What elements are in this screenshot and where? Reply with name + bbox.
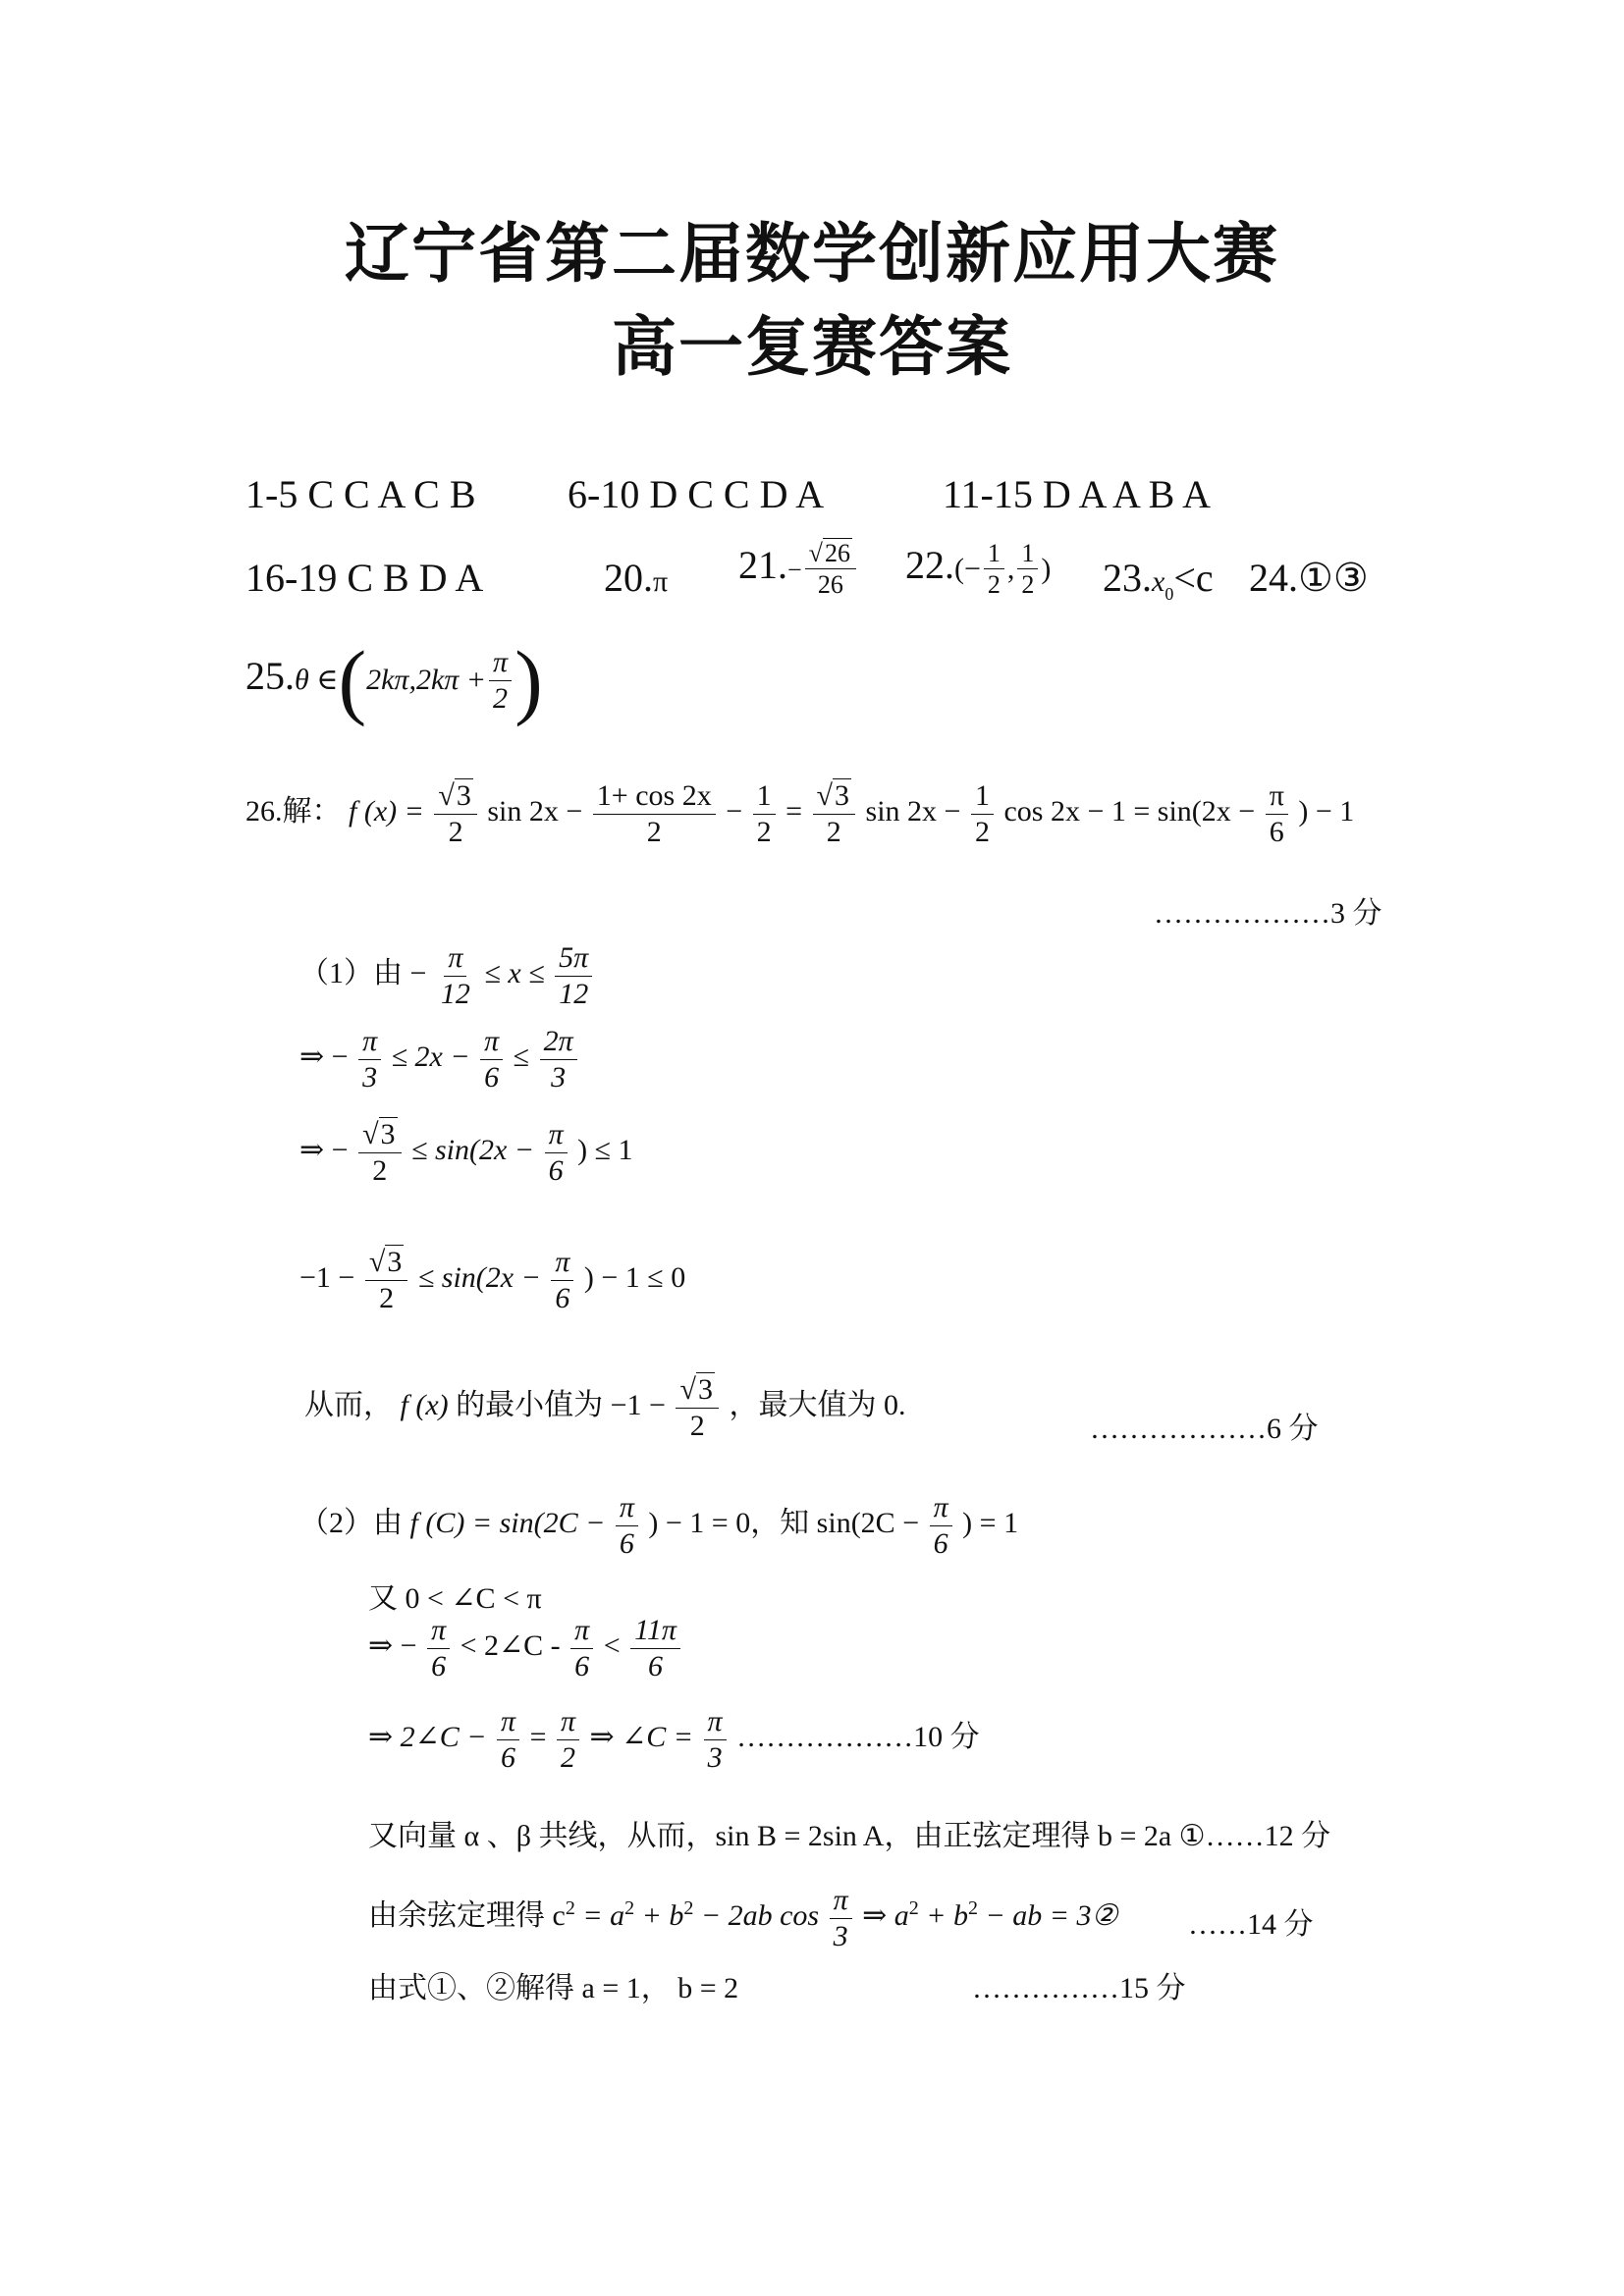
- l7-frac-b: [557, 1706, 579, 1773]
- l2-lead: ⇒ −: [299, 1040, 349, 1073]
- l4-frac-a: $\frac{√3}{2}$: [365, 1247, 407, 1313]
- answer-20-value: π: [653, 565, 669, 598]
- l4-2: 2: [379, 1281, 395, 1314]
- l7-6: 6: [501, 1740, 516, 1774]
- l9-sq4: 2: [908, 1896, 919, 1919]
- l7-mid: ⇒ ∠C =: [589, 1720, 694, 1753]
- page-title: 辽宁省第二届数学创新应用大赛: [345, 219, 1279, 291]
- concl-frac: $\frac{√3}{2}$: [676, 1374, 718, 1441]
- part2-line6: [368, 1885, 1117, 1951]
- l9-g: − ab = 3②: [977, 1898, 1118, 1932]
- answers-6-10: 6-10 D C C D A: [568, 472, 825, 516]
- q26-frac-cos: [593, 780, 716, 847]
- l7-pi3: π: [704, 1706, 727, 1740]
- answer-25-n: π: [489, 647, 512, 681]
- l2-3b: 3: [551, 1060, 567, 1094]
- l4-frac-b: [551, 1247, 573, 1313]
- part2-line7: 由式①、②解得 a = 1， b = 2: [368, 1972, 739, 2004]
- q26-two: 2: [448, 815, 463, 848]
- l6-mid: < 2∠C -: [460, 1629, 561, 1662]
- answer-23-sub: 0: [1164, 584, 1174, 604]
- answer-22: [905, 540, 1051, 599]
- q26-sin2x-b: sin 2x −: [865, 794, 961, 828]
- q26-cos-tail: cos 2x − 1 = sin(2x −: [1003, 794, 1256, 828]
- l3-mid: ≤ sin(2x −: [411, 1133, 535, 1166]
- answer-22-d1: 2: [987, 570, 1001, 600]
- q26-r3b: 3: [835, 779, 850, 812]
- l3-tail: ) ≤ 1: [577, 1133, 633, 1166]
- q26-sin2x: sin 2x −: [487, 794, 583, 828]
- l4-6: 6: [555, 1281, 570, 1314]
- concl-2: 2: [689, 1409, 705, 1442]
- p2-frac-b: [930, 1492, 952, 1559]
- answer-25-paren-open: (: [338, 633, 367, 727]
- l9-sq: 2: [565, 1896, 575, 1919]
- answer-22-n1: 1: [984, 540, 1004, 569]
- q26-frac-root3: $\frac{√3}{2}$: [434, 780, 476, 847]
- answer-23: [1103, 555, 1214, 605]
- l9-frac: [830, 1885, 852, 1951]
- l7-3: 3: [707, 1740, 723, 1774]
- concl-f: f (x): [400, 1388, 449, 1421]
- part1-pi: π: [444, 942, 466, 977]
- p2-6: 6: [619, 1526, 634, 1560]
- part1-conclusion: [304, 1374, 905, 1441]
- part1-5pi: 5π: [555, 942, 592, 977]
- p2-a: （2）由: [299, 1506, 403, 1539]
- l4-tail: ) − 1 ≤ 0: [583, 1260, 686, 1294]
- q26-score-6: ………………6 分: [1090, 1413, 1319, 1445]
- l2-3: 3: [362, 1060, 378, 1094]
- answer-21-fraction: $\frac{√26}{26}$: [805, 540, 856, 599]
- q26-six: 6: [1269, 815, 1284, 848]
- l6-6b: 6: [574, 1649, 590, 1682]
- answer-20: [604, 555, 668, 601]
- answer-22-frac-1: [984, 540, 1004, 599]
- q26-label: 26.解：: [245, 794, 342, 828]
- l6-frac-a: [427, 1615, 450, 1682]
- l6-6c: 6: [648, 1649, 664, 1682]
- l2-frac-c: [540, 1026, 577, 1093]
- q26-halfb-n: 1: [971, 780, 994, 815]
- l6-frac-c: [630, 1615, 680, 1682]
- answer-21-root: 26: [824, 539, 850, 567]
- q26-frac-half: [753, 780, 776, 847]
- page-subtitle: 高一复赛答案: [612, 312, 1012, 384]
- answer-25-paren-close: ): [514, 633, 543, 727]
- answer-23-label: 23.: [1103, 556, 1152, 600]
- answer-22-d2: 2: [1021, 570, 1035, 600]
- p2-6b: 6: [933, 1526, 948, 1560]
- answer-20-label: 20.: [604, 556, 653, 600]
- q26-twob: 2: [826, 815, 841, 848]
- l2-2pi: 2π: [540, 1026, 577, 1060]
- l3-frac-a: $\frac{√3}{2}$: [358, 1119, 401, 1186]
- l4-r3: 3: [387, 1246, 403, 1278]
- l3-lead: ⇒ −: [299, 1133, 349, 1166]
- l9-f: + b: [918, 1898, 968, 1932]
- l2-frac-a: [358, 1026, 381, 1093]
- q26-pi: π: [1266, 780, 1288, 815]
- part1-line1: [299, 942, 595, 1009]
- q26-expression: [245, 780, 1354, 847]
- part1-lead: （1）由 −: [299, 956, 427, 989]
- q26-score-3: ………………3 分: [1154, 897, 1382, 930]
- p2-c: ) = 1: [962, 1506, 1019, 1539]
- answer-25: [245, 633, 543, 727]
- answer-25-fraction: [489, 647, 512, 714]
- part2-line4: [368, 1706, 980, 1773]
- l6-pi2: π: [570, 1615, 593, 1649]
- part1-12b: 12: [559, 977, 589, 1010]
- answer-23-rest: <c: [1173, 556, 1214, 600]
- l3-2: 2: [372, 1153, 388, 1187]
- part1-line4: [299, 1247, 685, 1313]
- l3-pi: π: [545, 1119, 568, 1153]
- l3-frac-b: [545, 1119, 568, 1186]
- p2-f: f (C) = sin(2C −: [409, 1506, 606, 1539]
- answer-23-var: x: [1152, 565, 1165, 598]
- l6-11pi: 11π: [630, 1615, 680, 1649]
- answer-22-label: 22.: [905, 542, 954, 587]
- answer-25-d: 2: [493, 681, 509, 715]
- part1-line2: [299, 1026, 580, 1093]
- part1-mid: ≤ x ≤: [484, 956, 545, 989]
- l7-2: 2: [561, 1740, 575, 1774]
- l3-6: 6: [548, 1153, 564, 1187]
- l2-frac-b: [480, 1026, 503, 1093]
- l2-mid: ≤ 2x −: [391, 1040, 470, 1073]
- part2-line1: [299, 1492, 1018, 1559]
- concl-r3: 3: [697, 1373, 713, 1406]
- l9-e: ⇒ a: [862, 1898, 909, 1932]
- concl-c: ，最大值为 0.: [729, 1388, 906, 1421]
- q26-score-10: ………………10 分: [736, 1720, 980, 1753]
- l7-frac-a: [497, 1706, 519, 1773]
- answer-22-frac-2: [1017, 540, 1038, 599]
- answer-25-inner: 2kπ,2kπ +: [366, 664, 487, 697]
- l7-eq: =: [529, 1720, 547, 1753]
- concl-b: 的最小值为 −1 −: [456, 1388, 666, 1421]
- q26-r3: 3: [456, 779, 471, 812]
- q26-cos-den: 2: [646, 815, 662, 848]
- answers-16-19: 16-19 C B D A: [245, 556, 484, 600]
- concl-a: 从而，: [304, 1388, 393, 1421]
- l7-pi: π: [497, 1706, 519, 1740]
- part1-frac-b: [555, 942, 592, 1009]
- answer-22-comma: ,: [1006, 552, 1015, 585]
- part1-frac-a: [437, 942, 474, 1009]
- l9-3: 3: [833, 1919, 848, 1952]
- q26-f: f (x) =: [349, 794, 424, 828]
- answers-1-5: 1-5 C C A C B: [245, 472, 476, 516]
- answer-24: 24.①③: [1249, 556, 1369, 600]
- q26-half-n: 1: [753, 780, 776, 815]
- l9-b: = a: [574, 1898, 625, 1932]
- q26-cos-num: 1+ cos 2x: [593, 780, 716, 815]
- l7-frac-c: [704, 1706, 727, 1773]
- q26-frac-pi6: [1266, 780, 1288, 847]
- q26-tail: ) − 1: [1298, 794, 1355, 828]
- answers-11-15: 11-15 D A A B A: [943, 472, 1212, 516]
- l3-r3: 3: [380, 1118, 396, 1150]
- q26-score-15: ……………15 分: [972, 1972, 1186, 2004]
- q26-minus: −: [726, 794, 743, 828]
- answer-21-label: 21.: [738, 542, 787, 587]
- l9-c: + b: [634, 1898, 684, 1932]
- part1-line3: [299, 1119, 633, 1186]
- l6-6: 6: [431, 1649, 447, 1682]
- l2-pi: π: [358, 1026, 381, 1060]
- q26-score-14: ……14 分: [1188, 1908, 1314, 1941]
- l2-le: ≤: [513, 1040, 530, 1073]
- l7-pi2: π: [557, 1706, 579, 1740]
- l2-6: 6: [484, 1060, 500, 1094]
- answer-22-close: ): [1041, 552, 1052, 585]
- answer-22-n2: 1: [1017, 540, 1038, 569]
- l9-pi: π: [830, 1885, 852, 1919]
- part2-line5: 又向量 α 、β 共线，从而，sin B = 2sin A，由正弦定理得 b = 2a ①……12 分: [368, 1820, 1331, 1852]
- l9-sq3: 2: [683, 1896, 694, 1919]
- l4-pi: π: [551, 1247, 573, 1281]
- l7-lead: ⇒ 2∠C −: [368, 1720, 487, 1753]
- l6-pi: π: [427, 1615, 450, 1649]
- l9-a: 由余弦定理得 c: [368, 1898, 566, 1932]
- q26-frac-half-b: [971, 780, 994, 847]
- l4-lead: −1 −: [299, 1260, 355, 1294]
- l6-lt: <: [603, 1629, 621, 1662]
- answer-22-open: (−: [954, 552, 981, 585]
- p2-frac-a: [616, 1492, 638, 1559]
- l9-d: − 2ab cos: [693, 1898, 820, 1932]
- answer-25-expr: θ ∈: [295, 664, 339, 697]
- answer-25-label: 25.: [245, 654, 295, 699]
- l9-sq5: 2: [967, 1896, 978, 1919]
- part1-12: 12: [440, 977, 470, 1010]
- l6-frac-b: [570, 1615, 593, 1682]
- answer-21: [738, 540, 859, 599]
- answer-21-den: 26: [817, 570, 843, 600]
- p2-pi2: π: [930, 1492, 952, 1526]
- l2-pi2: π: [480, 1026, 503, 1060]
- l4-mid: ≤ sin(2x −: [417, 1260, 541, 1294]
- answer-21-sign: −: [787, 555, 802, 584]
- q26-halfb-d: 2: [974, 815, 990, 848]
- p2-pi: π: [616, 1492, 638, 1526]
- q26-eq: =: [785, 794, 803, 828]
- l9-sq2: 2: [624, 1896, 635, 1919]
- part2-line3: [368, 1615, 683, 1682]
- part2-line2: 又 0 < ∠C < π: [368, 1582, 542, 1615]
- p2-b: ) − 1 = 0，知 sin(2C −: [648, 1506, 920, 1539]
- l6-lead: ⇒ −: [368, 1629, 417, 1662]
- q26-frac-root3b: $\frac{√3}{2}$: [813, 780, 855, 847]
- q26-half-d: 2: [756, 815, 772, 848]
